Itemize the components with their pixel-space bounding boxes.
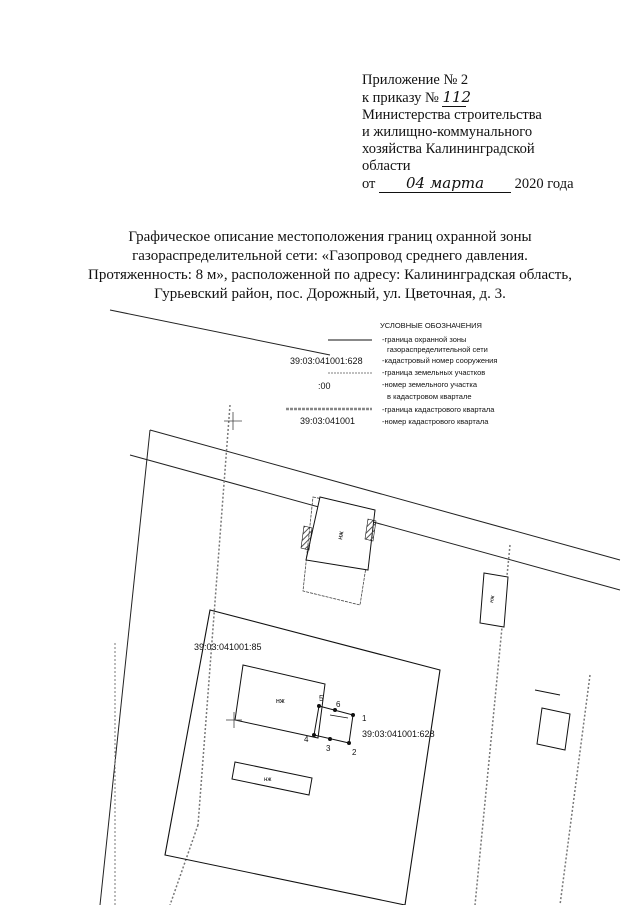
- legend-item4-line2: в кадастровом квартале: [387, 392, 472, 401]
- legend-sample-parcel-number: :00: [318, 381, 331, 391]
- cross-marks: [224, 412, 242, 728]
- lower-block: [115, 610, 570, 905]
- appendix-line-5: хозяйства Калининградской: [362, 141, 535, 157]
- appendix-line-6: области: [362, 158, 411, 174]
- date-prefix: от: [362, 176, 376, 192]
- right-building: [537, 708, 570, 750]
- zone-point-4: [312, 733, 316, 737]
- side-building-label: нж: [489, 595, 497, 604]
- right-block-edge: [535, 690, 560, 695]
- parcel-number-85: 39:03:041001:85: [194, 642, 262, 652]
- title-line-3: Протяженность: 8 м», расположенной по адресу: Калининградская область,: [88, 267, 572, 283]
- order-prefix: к приказу №: [362, 90, 439, 106]
- map-legend: [286, 321, 497, 426]
- zone-point-1: [351, 713, 355, 717]
- cadastral-map: [90, 305, 640, 905]
- structure-number-628: 39:03:041001:628: [362, 729, 435, 739]
- date-handwritten: 04 марта: [379, 175, 511, 193]
- legend-item4-line1: -номер земельного участка: [382, 380, 478, 389]
- zone-label-5: 5: [319, 694, 324, 703]
- road-lines: [100, 310, 620, 905]
- zone-label-6: 6: [336, 700, 341, 709]
- appendix-date-line: [362, 175, 574, 193]
- appendix-line-4: и жилищно-коммунального: [362, 124, 533, 140]
- zone-point-2: [347, 741, 351, 745]
- title-line-2: газораспределительной сети: «Газопровод среднего давления.: [132, 248, 528, 264]
- appendix-header: [362, 72, 574, 193]
- legend-item2-label: -кадастровый номер сооружения: [382, 356, 498, 365]
- zone-label-4: 4: [304, 735, 309, 744]
- legend-item6-label: -номер кадастрового квартала: [382, 417, 489, 426]
- upper-building-label: нж: [337, 530, 346, 541]
- zone-label-2: 2: [352, 748, 357, 757]
- legend-item3-label: -граница земельных участков: [382, 368, 486, 377]
- order-number: 112: [442, 88, 472, 106]
- zone-label-1: 1: [362, 714, 367, 723]
- legend-item1-line1: -граница охранной зоны: [382, 335, 467, 344]
- zone-point-5: [317, 704, 321, 708]
- appendix-line-1: Приложение № 2: [362, 72, 469, 88]
- title-line-4: Гурьевский район, пос. Дорожный, ул. Цветочная, д. 3.: [154, 286, 506, 302]
- legend-item5-label: -граница кадастрового квартала: [382, 405, 495, 414]
- small-building-label: нж: [264, 777, 272, 783]
- zone-point-3: [328, 737, 332, 741]
- appendix-line-3: Министерства строительства: [362, 107, 542, 123]
- zone-label-3: 3: [326, 744, 331, 753]
- legend-sample-quarter-number: 39:03:041001: [300, 416, 356, 426]
- legend-sample-structure-number: 39:03:041001:628: [290, 356, 363, 366]
- gas-pipe-line: [330, 715, 348, 718]
- appendix-line-2: [362, 89, 574, 107]
- legend-heading: УСЛОВНЫЕ ОБОЗНАЧЕНИЯ: [380, 321, 482, 330]
- quarter-boundary: [170, 405, 590, 905]
- date-year: 2020 года: [514, 176, 574, 192]
- lower-block-boundary: [165, 610, 440, 905]
- main-building-label: нж: [276, 698, 285, 705]
- legend-item1-line2: газораспределительной сети: [387, 345, 488, 354]
- small-building: [232, 762, 312, 795]
- document-title: [80, 228, 580, 304]
- title-line-1: Графическое описание местоположения границ охранной зоны: [128, 229, 532, 245]
